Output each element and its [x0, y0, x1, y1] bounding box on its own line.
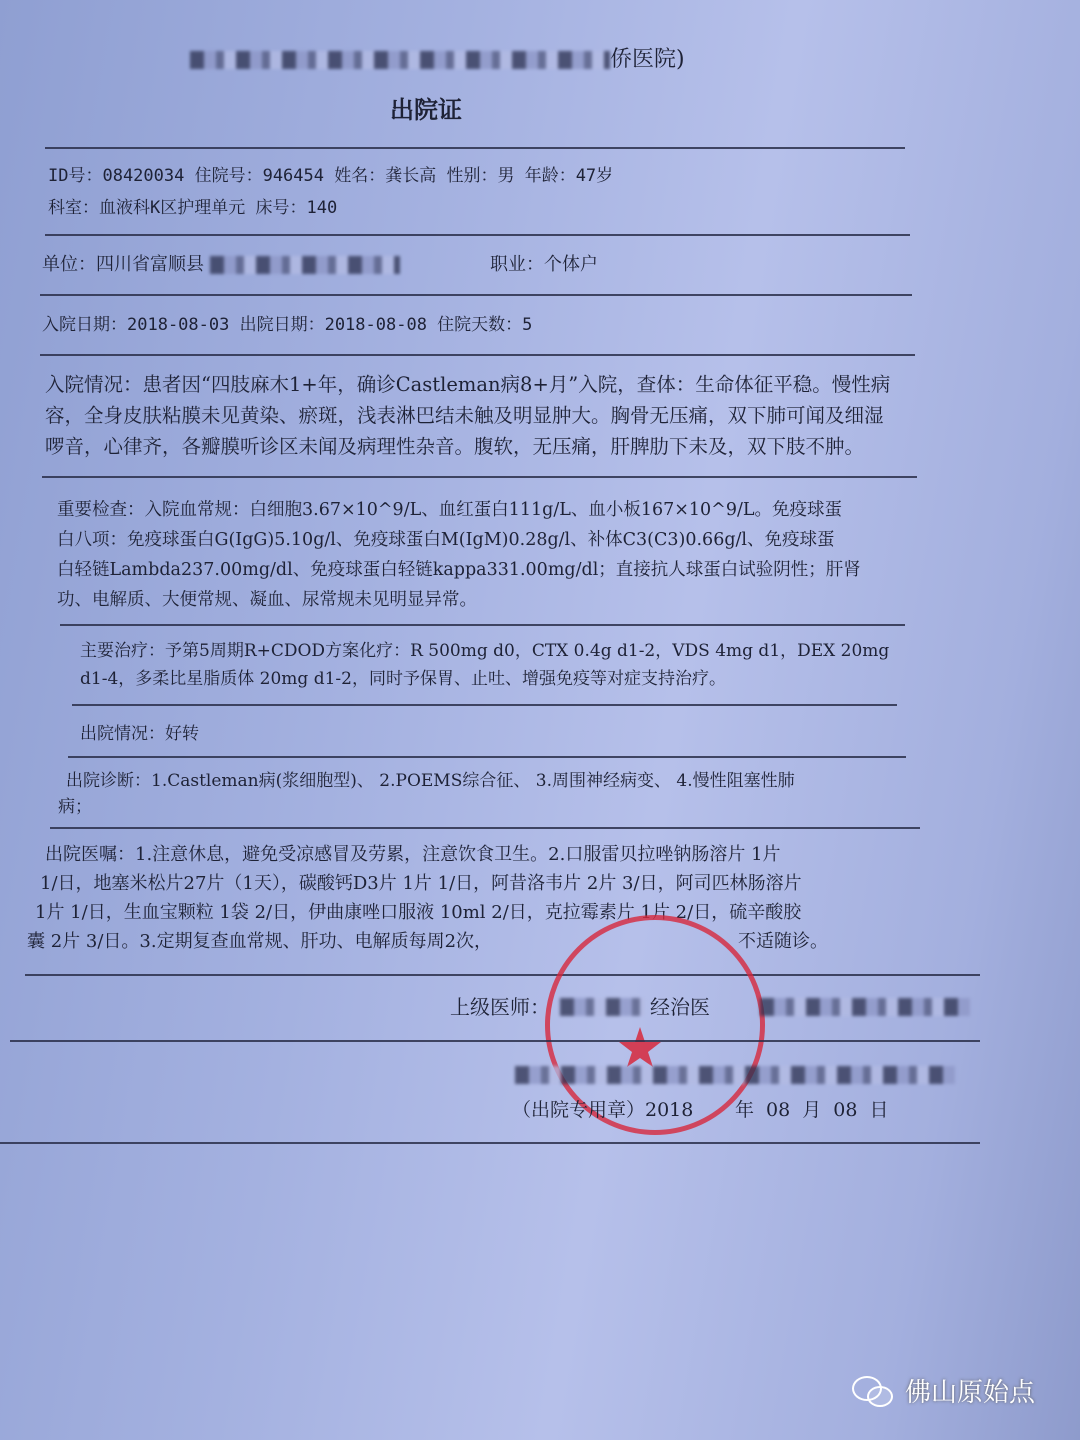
redacted-signature — [760, 998, 970, 1016]
stamp-label: （出院专用章）2018 — [512, 1099, 694, 1121]
hospital-name-suffix: 侨医院) — [610, 47, 685, 72]
discharge-status: 出院情况：好转 — [80, 724, 199, 744]
issue-date: 年 08 月 08 日 — [735, 1099, 889, 1121]
redacted-block — [560, 998, 645, 1016]
treatment-line: 主要治疗：予第5周期R+CDOD方案化疗：R 500mg d0，CTX 0.4g d1-2，VDS 4mg d1，DEX 20mg — [80, 641, 890, 661]
redacted-block — [515, 1066, 955, 1084]
diagnosis-line: 出院诊断：1.Castleman病(浆细胞型)、 2.POEMS综合征、 3.周围神经病变、 4.慢性阻塞性肺 — [66, 771, 795, 791]
admission-line: 啰音，心律齐，各瓣膜听诊区未闻及病理性杂音。腹软，无压痛，肝脾肋下未及，双下肢不肿。 — [45, 435, 865, 458]
diagnosis-line: 病； — [58, 797, 92, 817]
divider — [0, 1142, 980, 1144]
exams-line: 功、电解质、大便常规、凝血、尿常规未见明显异常。 — [57, 590, 477, 610]
divider — [10, 1040, 980, 1042]
divider — [45, 147, 905, 149]
senior-doctor-label: 上级医师： — [450, 995, 550, 1019]
orders-line: 不适随诊。 — [738, 931, 828, 952]
divider — [60, 624, 905, 626]
divider — [68, 756, 906, 758]
divider — [42, 476, 917, 478]
admission-line: 容，全身皮肤粘膜未见黄染、瘀斑，浅表淋巴结未触及明显肿大。胸骨无压痛，双下肺可闻及细湿 — [45, 404, 884, 427]
divider — [25, 974, 980, 976]
exams-line: 重要检查：入院血常规：白细胞3.67×10^9/L、血红蛋白111g/L、血小板167×10^9/L。免疫球蛋 — [57, 500, 842, 520]
dates-row: 入院日期：2018-08-03 出院日期：2018-08-08 住院天数：5 — [42, 315, 533, 335]
exams-line: 白八项：免疫球蛋白G(IgG)5.10g/l、免疫球蛋白M(IgM)0.28g/l、补体C3(C3)0.66g/l、免疫球蛋 — [57, 530, 835, 550]
unit-label: 单位：四川省富顺县 — [42, 254, 204, 275]
orders-line: 出院医嘱：1.注意休息，避免受凉感冒及劳累，注意饮食卫生。2.口服雷贝拉唑钠肠溶片 1片 — [45, 844, 781, 865]
divider — [45, 234, 910, 236]
divider — [40, 294, 912, 296]
wechat-icon — [852, 1376, 896, 1408]
patient-id-row: ID号：08420034 住院号：946454 姓名：龚长高 性别：男 年龄：47岁 — [48, 166, 614, 186]
stamp-star-icon — [618, 1026, 662, 1068]
exams-line: 白轻链Lambda237.00mg/dl、免疫球蛋白轻链kappa331.00mg/dl；直接抗人球蛋白试验阴性；肝肾 — [57, 560, 861, 580]
orders-line: 1片 1/日，生血宝颗粒 1袋 2/日，伊曲康唑口服液 10ml 2/日，克拉霉素片 1片 2/日，硫辛酸胶 — [35, 902, 802, 923]
divider — [40, 354, 915, 356]
orders-line: 1/日，地塞米松片27片（1天），碳酸钙D3片 1片 1/日，阿昔洛韦片 2片 3/日，阿司匹林肠溶片 — [40, 873, 802, 894]
hospital-header — [190, 48, 685, 72]
unit-row — [42, 253, 400, 277]
page-title: 出院证 — [390, 95, 462, 124]
orders-line: 囊 2片 3/日。3.定期复查血常规、肝功、电解质每周2次， — [27, 931, 493, 952]
redacted-block — [210, 256, 400, 274]
occupation: 职业：个体户 — [490, 254, 598, 275]
divider — [72, 704, 897, 706]
department-row: 科室：血液科K区护理单元 床号：140 — [48, 198, 338, 218]
watermark-text: 佛山原始点 — [905, 1378, 1036, 1408]
treatment-line: d1-4，多柔比星脂质体 20mg d1-2，同时予保胃、止吐、增强免疫等对症支持治疗。 — [80, 669, 726, 689]
admission-line: 入院情况：患者因“四肢麻木1+年，确诊Castleman病8+月”入院，查体：生命体征平稳。慢性病 — [45, 373, 891, 396]
divider — [50, 827, 920, 829]
attending-doctor-label: 经治医 — [650, 995, 710, 1019]
redacted-block — [190, 51, 610, 69]
